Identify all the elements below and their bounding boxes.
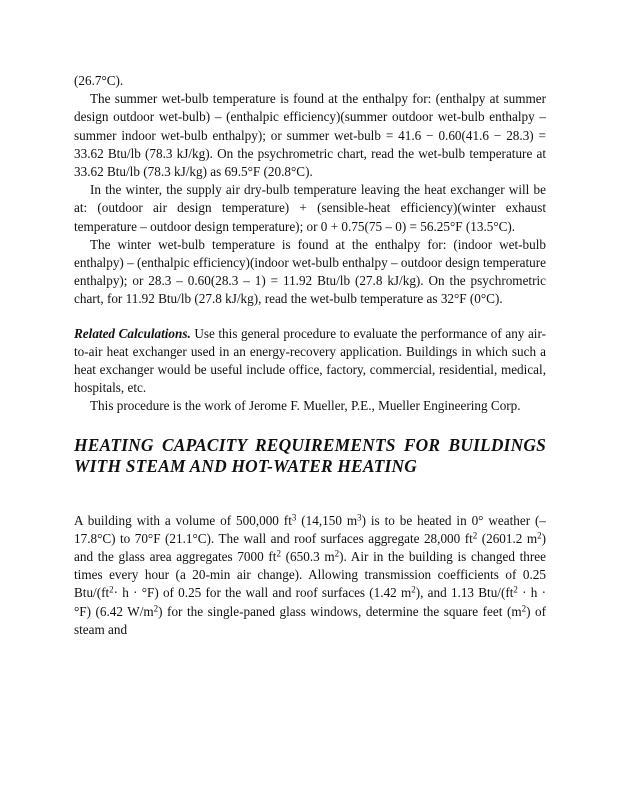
problem-text: (14,150 m (296, 512, 358, 528)
problem-text: (2601.2 m (477, 530, 538, 546)
superscript: 2 (411, 584, 416, 595)
superscript: 2 (472, 530, 478, 541)
superscript: 2 (334, 548, 340, 559)
superscript: 3 (291, 512, 297, 523)
problem-text: ) and the glass area aggregates 7000 ft (74, 530, 546, 565)
problem-text: ), and 1.13 Btu/(ft (415, 585, 514, 601)
superscript: 2 (537, 530, 542, 541)
paragraph-summer-wet-bulb: The summer wet-bulb temperature is found at the enthalpy for: (enthalpy at summer design outdoor wet-bulb) – (enthalpic efficiency)(summer outdoor wet-bulb enthalpy – summer indoor wet-bulb enthalpy); or summer wet-bulb = 41.6 − 0.60(41.6 − 28.3) = 33.62 Btu/lb (78.3 kJ/kg). On the psychrometric chart, read the wet-bulb temperature at 33.62 Btu/lb (78.3 kJ/kg) as 69.5°F (20.8°C). (74, 91, 546, 180)
problem-text: ). Air in the building is changed three times every hour (a 20-min air change). Allowing transmission coefficients of 0.25 Btu/(ft (74, 549, 546, 601)
problem-text: ) is to be heated in 0° weather (–17.8°C) to 70°F (21.1°C). The wall and roof surfaces aggregate 28,000 ft (74, 512, 546, 546)
superscript: 2 (276, 548, 281, 559)
superscript: 2 (513, 584, 518, 595)
superscript: 3 (357, 512, 362, 523)
paragraph-related-calculations (74, 325, 546, 398)
related-calculations-text: Use this general procedure to evaluate the performance of any air-to-air heat exchanger used in an energy-recovery application. Buildings in which such a heat exchanger would be useful include office, factory, commercial, residential, medical, hospitals, etc. (74, 325, 546, 396)
section-title: HEATING CAPACITY REQUIREMENTS FOR BUILDINGS WITH STEAM AND HOT-WATER HEATING (74, 434, 546, 476)
problem-text: ) for the single-paned glass windows, determine the square feet (m (158, 603, 522, 619)
problem-text: A building with a volume of 500,000 ft (74, 512, 292, 528)
problem-text: · h · °F) (6.42 W/m (74, 585, 546, 619)
paragraph-problem-statement (74, 512, 546, 639)
superscript: 2 (109, 584, 114, 595)
related-calculations-heading: Related Calculations. (74, 325, 191, 341)
problem-text: (650.3 m (280, 549, 335, 565)
paragraph-winter-dry-bulb: In the winter, the supply air dry-bulb temperature leaving the heat exchanger will be at: (outdoor air design temperature) + (sensible-heat efficiency)(winter exhaust temperature – outdoor design temperature); or 0 + 0.75(75 – 0) = 56.25°F (13.5°C). (74, 182, 546, 234)
document-page (74, 72, 546, 639)
paragraph-attribution: This procedure is the work of Jerome F. Mueller, P.E., Mueller Engineering Corp. (90, 398, 521, 414)
paragraph-continuation: (26.7°C). (74, 73, 124, 88)
superscript: 2 (521, 603, 527, 614)
problem-text: ) of steam and (74, 603, 546, 637)
problem-text: · h · °F) of 0.25 for the wall and roof surfaces (1.42 m (113, 585, 412, 601)
paragraph-winter-wet-bulb: The winter wet-bulb temperature is found at the enthalpy for: (indoor wet-bulb enthalpy) – (enthalpic efficiency)(indoor wet-bulb enthalpy – outdoor design temperature enthalpy); or 28.3 – 0.60(28.3 – 1) = 11.92 Btu/lb (27.8 kJ/kg). On the psychrometric chart, for 11.92 Btu/lb (27.8 kJ/kg), read the wet-bulb temperature as 32°F (0°C). (74, 236, 546, 307)
superscript: 2 (153, 603, 159, 614)
